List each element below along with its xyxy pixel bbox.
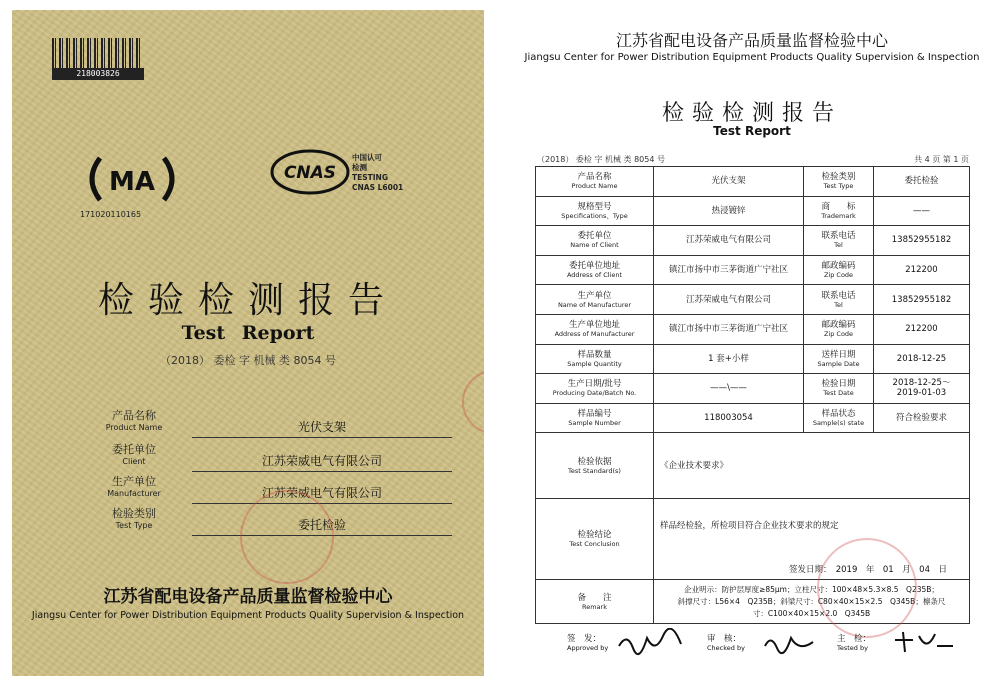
cover-report-number: （2018） 委检 字 机械 类 8054 号 [160, 354, 336, 367]
cover-field-product: 产品名称 Product Name 光伏支架 [84, 410, 464, 440]
table-row: 生产日期/批号 Producing Date/Batch No. ——\—— 检验日期 Test Date 2018-12-25～ 2019-01-03 [536, 374, 970, 404]
official-seal [462, 370, 484, 434]
table-row: 规格型号 Specifications、Type 热浸镀锌 商 标 Trademark —— [536, 196, 970, 226]
cnas-logo [270, 148, 350, 196]
cover-field-manufacturer: 生产单位 Manufacturer 江苏荣威电气有限公司 [84, 476, 464, 506]
cover-field-value: 江苏荣威电气有限公司 [192, 452, 452, 472]
table-row: 产品名称 Product Name 光伏支架 检验类别 Test Type 委托检验 [536, 167, 970, 197]
tester-signature [891, 628, 955, 656]
page-info: 共 4 页 第 1 页 [914, 155, 969, 164]
report-number: （2018） 委检 字 机械 类 8054 号 [537, 155, 665, 164]
table-row-remark: 备 注 Remark 企业明示：防护层厚度≥85μm；立柱尺寸：100×48×5.3×8.5 Q235B； 斜撑尺寸：L56×4 Q235B；斜梁尺寸：C80×40×15×2.5 Q345B；檩条尺 寸：C100×40×15×2.0 Q345B [536, 580, 970, 624]
cover-field-client: 委托单位 Client 江苏荣威电气有限公司 [84, 444, 464, 474]
cover-field-value: 江苏荣威电气有限公司 [192, 484, 452, 504]
cnas-accreditation-text: 中国认可 检测 TESTING CNAS L6001 [352, 153, 404, 192]
checked-by: 审 核： Checked by [707, 634, 745, 652]
report-title-en: Test Report [713, 124, 791, 138]
approver-signature [615, 628, 685, 656]
barcode-number: 218003826 [52, 68, 144, 80]
table-row-conclusion: 检验结论 Test Conclusion 样品经检验，所检项目符合企业技术要求的规定 签发日期： 2019 年 01 月 04 日 [536, 499, 970, 580]
svg-text:CNAS: CNAS [283, 163, 337, 183]
table-row: 样品数量 Sample Quantity 1 套+小样 送样日期 Sample Date 2018-12-25 [536, 344, 970, 374]
report-organization: 江苏省配电设备产品质量监督检验中心 [615, 31, 888, 50]
cover-field-test-type: 检验类别 Test Type 委托检验 [84, 508, 464, 538]
cover-organization-en: Jiangsu Center for Power Distribution Equipment Products Quality Supervision & Inspection [31, 610, 465, 621]
svg-text:MA: MA [109, 167, 155, 197]
official-seal [240, 490, 334, 584]
cma-number: 171020110165 [80, 210, 142, 219]
conclusion-value: 样品经检验，所检项目符合企业技术要求的规定 [660, 521, 839, 532]
barcode [52, 38, 142, 68]
table-row: 委托单位 Name of Client 江苏荣威电气有限公司 联系电话 Tel 13852955182 [536, 226, 970, 256]
cover-field-value: 委托检验 [192, 516, 452, 536]
cover-organization: 江苏省配电设备产品质量监督检验中心 [103, 587, 393, 607]
issue-date: 签发日期： 2019 年 01 月 04 日 [788, 565, 947, 576]
cma-logo [82, 150, 182, 208]
report-cover [12, 10, 484, 676]
table-row: 委托单位地址 Address of Client 镇江市扬中市三茅街道广宁社区 邮政编码 Zip Code 212200 [536, 255, 970, 285]
approved-by: 签 发： Approved by [567, 634, 609, 652]
report-page [517, 10, 987, 676]
tested-by: 主 检： Tested by [837, 634, 872, 652]
table-row: 样品编号 Sample Number 118003054 样品状态 Sample(s) state 符合检验要求 [536, 403, 970, 433]
remark-value: 企业明示：防护层厚度≥85μm；立柱尺寸：100×48×5.3×8.5 Q235B； 斜撑尺寸：L56×4 Q235B；斜梁尺寸：C80×40×15×2.5 Q345B；檩条尺 寸：C100×40×15×2.0 Q345B [654, 580, 970, 624]
report-title: 检验检测报告 [661, 101, 842, 126]
standard-value: 《企业技术要求》 [654, 433, 970, 499]
checker-signature [761, 630, 817, 656]
table-row-standard: 检验依据 Test Standard(s) 《企业技术要求》 [536, 433, 970, 499]
official-seal [817, 538, 917, 638]
cover-title: 检验检测报告 [97, 280, 398, 321]
table-row: 生产单位 Name of Manufacturer 江苏荣威电气有限公司 联系电话 Tel 13852955182 [536, 285, 970, 315]
cover-title-en: Test Report [181, 322, 315, 344]
cover-field-value: 光伏支架 [192, 418, 452, 438]
report-organization-en: Jiangsu Center for Power Distribution Equipment Products Quality Supervision & Inspection [524, 52, 980, 63]
table-row: 生产单位地址 Address of Manufacturer 镇江市扬中市三茅街道广宁社区 邮政编码 Zip Code 212200 [536, 314, 970, 344]
